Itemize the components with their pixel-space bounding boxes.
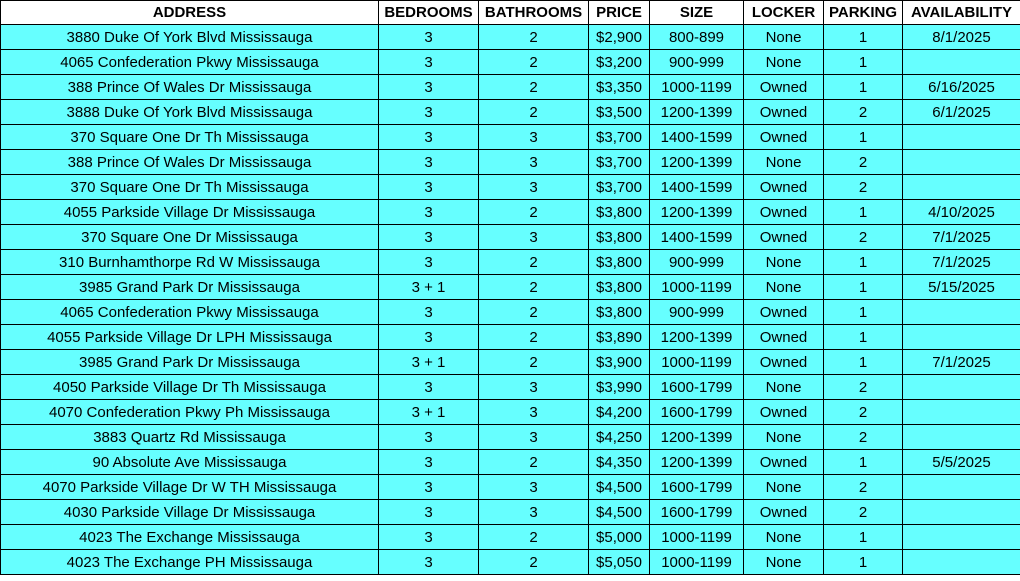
bathrooms-cell[interactable]: 2	[479, 275, 589, 300]
address-cell[interactable]: 370 Square One Dr Th Mississauga	[1, 175, 379, 200]
availability-cell[interactable]	[903, 525, 1020, 550]
locker-cell[interactable]: None	[744, 150, 824, 175]
size-cell[interactable]: 1000-1199	[650, 350, 744, 375]
availability-cell[interactable]	[903, 50, 1020, 75]
parking-cell[interactable]: 1	[824, 200, 903, 225]
price-cell[interactable]: $3,800	[589, 225, 650, 250]
size-cell[interactable]: 1400-1599	[650, 175, 744, 200]
bathrooms-cell[interactable]: 3	[479, 425, 589, 450]
availability-cell[interactable]	[903, 175, 1020, 200]
bathrooms-cell[interactable]: 2	[479, 300, 589, 325]
header-locker[interactable]: LOCKER	[744, 1, 824, 25]
table-row	[1, 175, 1020, 200]
header-price[interactable]: PRICE	[589, 1, 650, 25]
price-cell[interactable]: $3,990	[589, 375, 650, 400]
bedrooms-cell[interactable]: 3 + 1	[379, 400, 479, 425]
price-cell[interactable]: $3,800	[589, 200, 650, 225]
availability-cell[interactable]: 7/1/2025	[903, 350, 1020, 375]
table-row	[1, 550, 1020, 575]
bathrooms-cell[interactable]: 2	[479, 325, 589, 350]
locker-cell[interactable]: Owned	[744, 100, 824, 125]
address-cell[interactable]: 4070 Parkside Village Dr W TH Mississauga	[1, 475, 379, 500]
size-cell[interactable]: 1000-1199	[650, 275, 744, 300]
locker-cell[interactable]: Owned	[744, 300, 824, 325]
size-cell[interactable]: 1600-1799	[650, 400, 744, 425]
bathrooms-cell[interactable]: 2	[479, 200, 589, 225]
size-cell[interactable]: 1600-1799	[650, 375, 744, 400]
parking-cell[interactable]: 2	[824, 225, 903, 250]
bedrooms-cell[interactable]: 3	[379, 175, 479, 200]
address-cell[interactable]: 3985 Grand Park Dr Mississauga	[1, 350, 379, 375]
bedrooms-cell[interactable]: 3	[379, 250, 479, 275]
bathrooms-cell[interactable]: 2	[479, 75, 589, 100]
bedrooms-cell[interactable]: 3	[379, 450, 479, 475]
locker-cell[interactable]: Owned	[744, 175, 824, 200]
parking-cell[interactable]: 1	[824, 325, 903, 350]
header-bathrooms[interactable]: BATHROOMS	[479, 1, 589, 25]
locker-cell[interactable]: Owned	[744, 325, 824, 350]
table-row	[1, 75, 1020, 100]
price-cell[interactable]: $3,800	[589, 275, 650, 300]
locker-cell[interactable]: None	[744, 425, 824, 450]
address-cell[interactable]: 4065 Confederation Pkwy Mississauga	[1, 50, 379, 75]
bathrooms-cell[interactable]: 2	[479, 350, 589, 375]
table-row	[1, 525, 1020, 550]
header-parking[interactable]: PARKING	[824, 1, 903, 25]
size-cell[interactable]: 1200-1399	[650, 450, 744, 475]
locker-cell[interactable]: None	[744, 550, 824, 575]
table-row	[1, 250, 1020, 275]
table-row	[1, 125, 1020, 150]
table-row	[1, 425, 1020, 450]
address-cell[interactable]: 4055 Parkside Village Dr Mississauga	[1, 200, 379, 225]
size-cell[interactable]: 1200-1399	[650, 200, 744, 225]
table-row	[1, 100, 1020, 125]
bedrooms-cell[interactable]: 3	[379, 100, 479, 125]
price-cell[interactable]: $2,900	[589, 25, 650, 50]
size-cell[interactable]: 1000-1199	[650, 75, 744, 100]
locker-cell[interactable]: None	[744, 375, 824, 400]
bedrooms-cell[interactable]: 3	[379, 200, 479, 225]
bathrooms-cell[interactable]: 3	[479, 500, 589, 525]
availability-cell[interactable]: 4/10/2025	[903, 200, 1020, 225]
locker-cell[interactable]: None	[744, 250, 824, 275]
parking-cell[interactable]: 1	[824, 525, 903, 550]
locker-cell[interactable]: None	[744, 475, 824, 500]
address-cell[interactable]: 4030 Parkside Village Dr Mississauga	[1, 500, 379, 525]
size-cell[interactable]: 1000-1199	[650, 525, 744, 550]
header-row	[1, 1, 1020, 25]
parking-cell[interactable]: 1	[824, 125, 903, 150]
bathrooms-cell[interactable]: 3	[479, 400, 589, 425]
price-cell[interactable]: $3,890	[589, 325, 650, 350]
locker-cell[interactable]: Owned	[744, 75, 824, 100]
price-cell[interactable]: $3,700	[589, 150, 650, 175]
bathrooms-cell[interactable]: 3	[479, 150, 589, 175]
bedrooms-cell[interactable]: 3	[379, 475, 479, 500]
locker-cell[interactable]: Owned	[744, 125, 824, 150]
locker-cell[interactable]: Owned	[744, 500, 824, 525]
bedrooms-cell[interactable]: 3	[379, 500, 479, 525]
availability-cell[interactable]: 7/1/2025	[903, 250, 1020, 275]
bedrooms-cell[interactable]: 3	[379, 50, 479, 75]
table-row	[1, 350, 1020, 375]
availability-cell[interactable]: 7/1/2025	[903, 225, 1020, 250]
availability-cell[interactable]	[903, 325, 1020, 350]
availability-cell[interactable]	[903, 400, 1020, 425]
availability-cell[interactable]: 8/1/2025	[903, 25, 1020, 50]
availability-cell[interactable]	[903, 375, 1020, 400]
bathrooms-cell[interactable]: 2	[479, 525, 589, 550]
parking-cell[interactable]: 1	[824, 75, 903, 100]
availability-cell[interactable]	[903, 475, 1020, 500]
parking-cell[interactable]: 1	[824, 250, 903, 275]
table-row	[1, 150, 1020, 175]
size-cell[interactable]: 1000-1199	[650, 550, 744, 575]
table-row	[1, 225, 1020, 250]
table-row	[1, 275, 1020, 300]
parking-cell[interactable]: 1	[824, 450, 903, 475]
bedrooms-cell[interactable]: 3	[379, 525, 479, 550]
parking-cell[interactable]: 2	[824, 500, 903, 525]
bedrooms-cell[interactable]: 3 + 1	[379, 275, 479, 300]
address-cell[interactable]: 4023 The Exchange Mississauga	[1, 525, 379, 550]
size-cell[interactable]: 900-999	[650, 50, 744, 75]
parking-cell[interactable]: 2	[824, 475, 903, 500]
table-row	[1, 475, 1020, 500]
parking-cell[interactable]: 2	[824, 100, 903, 125]
availability-cell[interactable]: 6/1/2025	[903, 100, 1020, 125]
parking-cell[interactable]: 1	[824, 25, 903, 50]
address-cell[interactable]: 370 Square One Dr Th Mississauga	[1, 125, 379, 150]
price-cell[interactable]: $4,500	[589, 475, 650, 500]
bedrooms-cell[interactable]: 3 + 1	[379, 350, 479, 375]
table-row	[1, 300, 1020, 325]
size-cell[interactable]: 1600-1799	[650, 475, 744, 500]
price-cell[interactable]: $3,500	[589, 100, 650, 125]
price-cell[interactable]: $4,200	[589, 400, 650, 425]
table-row	[1, 375, 1020, 400]
bedrooms-cell[interactable]: 3	[379, 150, 479, 175]
availability-cell[interactable]: 5/15/2025	[903, 275, 1020, 300]
bedrooms-cell[interactable]: 3	[379, 125, 479, 150]
bathrooms-cell[interactable]: 2	[479, 550, 589, 575]
address-cell[interactable]: 4023 The Exchange PH Mississauga	[1, 550, 379, 575]
table-row	[1, 200, 1020, 225]
size-cell[interactable]: 900-999	[650, 250, 744, 275]
parking-cell[interactable]: 1	[824, 350, 903, 375]
bathrooms-cell[interactable]: 3	[479, 175, 589, 200]
size-cell[interactable]: 1200-1399	[650, 325, 744, 350]
price-cell[interactable]: $4,250	[589, 425, 650, 450]
price-cell[interactable]: $5,050	[589, 550, 650, 575]
bathrooms-cell[interactable]: 3	[479, 225, 589, 250]
header-bedrooms[interactable]: BEDROOMS	[379, 1, 479, 25]
parking-cell[interactable]: 1	[824, 550, 903, 575]
bedrooms-cell[interactable]: 3	[379, 550, 479, 575]
price-cell[interactable]: $3,700	[589, 125, 650, 150]
header-size[interactable]: SIZE	[650, 1, 744, 25]
size-cell[interactable]: 1400-1599	[650, 225, 744, 250]
locker-cell[interactable]: Owned	[744, 450, 824, 475]
table-row	[1, 450, 1020, 475]
availability-cell[interactable]: 6/16/2025	[903, 75, 1020, 100]
availability-cell[interactable]	[903, 150, 1020, 175]
locker-cell[interactable]: None	[744, 25, 824, 50]
locker-cell[interactable]: Owned	[744, 400, 824, 425]
table-row	[1, 325, 1020, 350]
header-availability[interactable]: AVAILABILITY	[903, 1, 1020, 25]
size-cell[interactable]: 1400-1599	[650, 125, 744, 150]
parking-cell[interactable]: 2	[824, 400, 903, 425]
price-cell[interactable]: $3,200	[589, 50, 650, 75]
bedrooms-cell[interactable]: 3	[379, 325, 479, 350]
price-cell[interactable]: $5,000	[589, 525, 650, 550]
bedrooms-cell[interactable]: 3	[379, 75, 479, 100]
size-cell[interactable]: 1600-1799	[650, 500, 744, 525]
table-row	[1, 500, 1020, 525]
parking-cell[interactable]: 1	[824, 50, 903, 75]
address-cell[interactable]: 3883 Quartz Rd Mississauga	[1, 425, 379, 450]
address-cell[interactable]: 4070 Confederation Pkwy Ph Mississauga	[1, 400, 379, 425]
availability-cell[interactable]	[903, 500, 1020, 525]
address-cell[interactable]: 90 Absolute Ave Mississauga	[1, 450, 379, 475]
price-cell[interactable]: $3,800	[589, 300, 650, 325]
size-cell[interactable]: 1200-1399	[650, 150, 744, 175]
header-address[interactable]: ADDRESS	[1, 1, 379, 25]
address-cell[interactable]: 4055 Parkside Village Dr LPH Mississauga	[1, 325, 379, 350]
locker-cell[interactable]: None	[744, 50, 824, 75]
locker-cell[interactable]: Owned	[744, 225, 824, 250]
locker-cell[interactable]: Owned	[744, 350, 824, 375]
address-cell[interactable]: 3985 Grand Park Dr Mississauga	[1, 275, 379, 300]
address-cell[interactable]: 388 Prince Of Wales Dr Mississauga	[1, 75, 379, 100]
price-cell[interactable]: $3,350	[589, 75, 650, 100]
bathrooms-cell[interactable]: 3	[479, 375, 589, 400]
parking-cell[interactable]: 2	[824, 425, 903, 450]
table-row	[1, 25, 1020, 50]
size-cell[interactable]: 1200-1399	[650, 100, 744, 125]
locker-cell[interactable]: None	[744, 525, 824, 550]
availability-cell[interactable]	[903, 125, 1020, 150]
price-cell[interactable]: $3,900	[589, 350, 650, 375]
bathrooms-cell[interactable]: 3	[479, 125, 589, 150]
parking-cell[interactable]: 1	[824, 300, 903, 325]
address-cell[interactable]: 310 Burnhamthorpe Rd W Mississauga	[1, 250, 379, 275]
price-cell[interactable]: $3,800	[589, 250, 650, 275]
table-body	[1, 25, 1020, 575]
bedrooms-cell[interactable]: 3	[379, 300, 479, 325]
table-row	[1, 50, 1020, 75]
table-row	[1, 400, 1020, 425]
availability-cell[interactable]	[903, 300, 1020, 325]
parking-cell[interactable]: 2	[824, 175, 903, 200]
price-cell[interactable]: $4,350	[589, 450, 650, 475]
bathrooms-cell[interactable]: 2	[479, 25, 589, 50]
locker-cell[interactable]: None	[744, 275, 824, 300]
bathrooms-cell[interactable]: 2	[479, 50, 589, 75]
address-cell[interactable]: 4050 Parkside Village Dr Th Mississauga	[1, 375, 379, 400]
locker-cell[interactable]: Owned	[744, 200, 824, 225]
bedrooms-cell[interactable]: 3	[379, 25, 479, 50]
parking-cell[interactable]: 2	[824, 150, 903, 175]
address-cell[interactable]: 3880 Duke Of York Blvd Mississauga	[1, 25, 379, 50]
bathrooms-cell[interactable]: 2	[479, 450, 589, 475]
bedrooms-cell[interactable]: 3	[379, 375, 479, 400]
parking-cell[interactable]: 1	[824, 275, 903, 300]
address-cell[interactable]: 3888 Duke Of York Blvd Mississauga	[1, 100, 379, 125]
bedrooms-cell[interactable]: 3	[379, 425, 479, 450]
bathrooms-cell[interactable]: 3	[479, 475, 589, 500]
bathrooms-cell[interactable]: 2	[479, 100, 589, 125]
address-cell[interactable]: 388 Prince Of Wales Dr Mississauga	[1, 150, 379, 175]
price-cell[interactable]: $3,700	[589, 175, 650, 200]
address-cell[interactable]: 4065 Confederation Pkwy Mississauga	[1, 300, 379, 325]
availability-cell[interactable]	[903, 550, 1020, 575]
size-cell[interactable]: 800-899	[650, 25, 744, 50]
bedrooms-cell[interactable]: 3	[379, 225, 479, 250]
parking-cell[interactable]: 2	[824, 375, 903, 400]
size-cell[interactable]: 1200-1399	[650, 425, 744, 450]
availability-cell[interactable]: 5/5/2025	[903, 450, 1020, 475]
bathrooms-cell[interactable]: 2	[479, 250, 589, 275]
address-cell[interactable]: 370 Square One Dr Mississauga	[1, 225, 379, 250]
size-cell[interactable]: 900-999	[650, 300, 744, 325]
price-cell[interactable]: $4,500	[589, 500, 650, 525]
availability-cell[interactable]	[903, 425, 1020, 450]
